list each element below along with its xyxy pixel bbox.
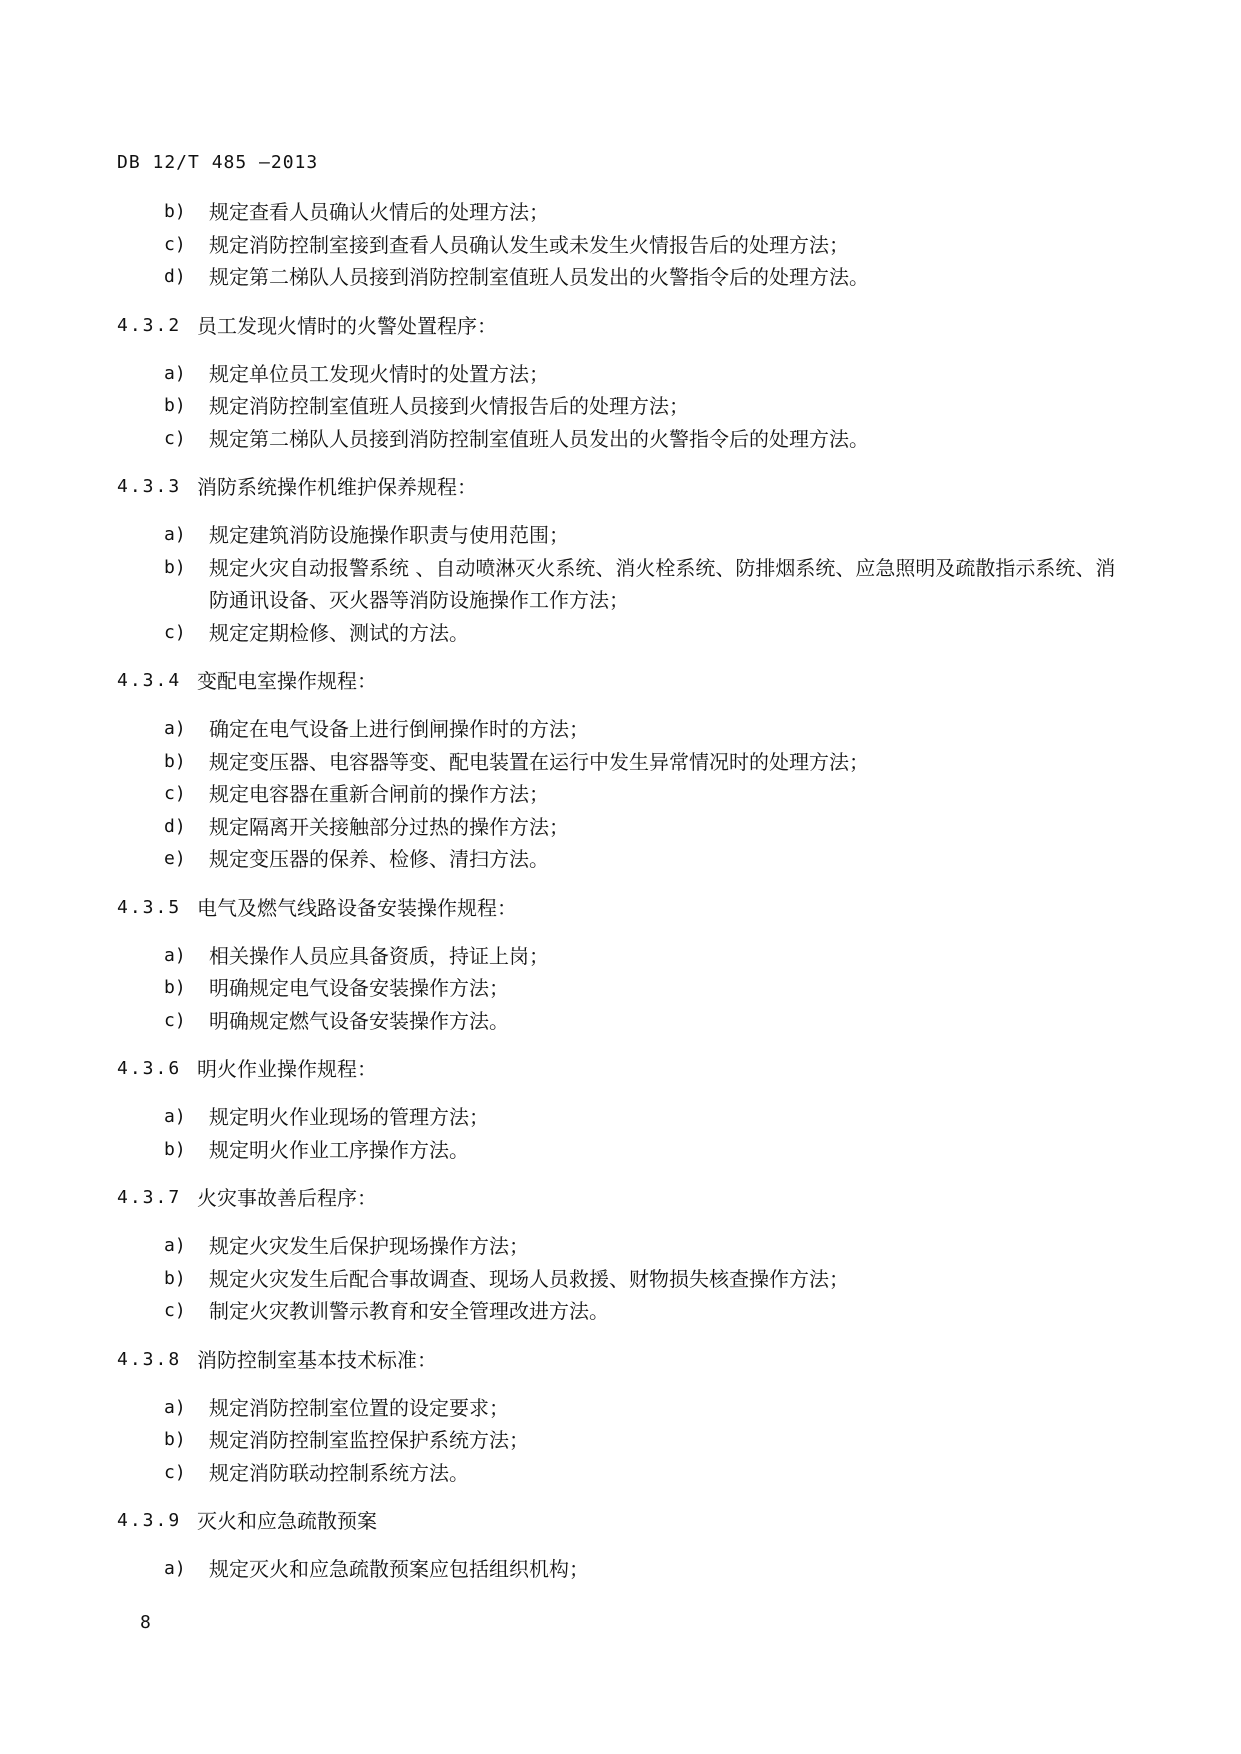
section-number: 4.3.4 <box>117 670 182 691</box>
list-item-text: 规定消防控制室值班人员接到火情报告后的处理方法； <box>209 394 689 418</box>
list-marker: a) <box>164 524 186 545</box>
list-marker: b) <box>164 395 186 416</box>
list-item <box>117 196 1127 229</box>
section-heading <box>117 310 1127 342</box>
section-title: 灭火和应急疏散预案 <box>197 1509 377 1533</box>
section-heading <box>117 1182 1127 1214</box>
section-title: 火灾事故善后程序： <box>197 1186 377 1210</box>
list-item-text: 规定变压器的保养、检修、清扫方法。 <box>209 847 549 871</box>
list-marker: c) <box>164 233 186 255</box>
section-number: 4.3.5 <box>117 896 182 918</box>
list-item-text: 规定明火作业工序操作方法。 <box>209 1137 469 1162</box>
list-marker: b) <box>164 1267 186 1289</box>
section-title: 电气及燃气线路设备安装操作规程： <box>197 895 517 920</box>
section-heading <box>117 1053 1127 1085</box>
list-marker: a) <box>164 1235 186 1256</box>
list-item-text: 相关操作人员应具备资质，持证上岗； <box>209 943 549 968</box>
section-title: 消防系统操作机维护保养规程： <box>197 475 477 499</box>
list-item <box>117 1295 1127 1328</box>
list-marker: b) <box>164 1138 186 1160</box>
section-heading <box>117 892 1127 924</box>
document-body <box>117 196 1127 1586</box>
page-number: 8 <box>140 1612 151 1633</box>
document-code: DB 12/T 485 —2013 <box>117 152 319 173</box>
list-item <box>117 229 1127 262</box>
list-marker: c) <box>164 1300 186 1321</box>
section-number: 4.3.3 <box>117 476 182 497</box>
list-item-text: 规定查看人员确认火情后的处理方法； <box>209 200 549 224</box>
list-item-text: 明确规定燃气设备安装操作方法。 <box>209 1008 509 1033</box>
list-item <box>117 778 1127 811</box>
list-item-text: 规定单位员工发现火情时的处置方法； <box>209 361 549 386</box>
list-marker: a) <box>164 718 186 739</box>
list-item-text: 规定火灾发生后配合事故调查、现场人员救援、财物损失核查操作方法； <box>209 1266 849 1291</box>
list-marker: d) <box>164 815 186 837</box>
list-marker: a) <box>164 1106 186 1127</box>
list-item <box>117 1005 1127 1038</box>
list-item <box>117 1263 1127 1296</box>
list-item-text: 确定在电气设备上进行倒闸操作时的方法； <box>209 717 589 741</box>
section-title: 消防控制室基本技术标准： <box>197 1347 437 1372</box>
section-heading <box>117 665 1127 697</box>
list-item <box>117 519 1127 552</box>
list-item <box>117 261 1127 294</box>
list-item-text: 规定建筑消防设施操作职责与使用范围； <box>209 523 569 547</box>
list-item <box>117 552 1127 617</box>
section-title: 员工发现火情时的火警处置程序： <box>197 313 497 338</box>
list-marker: a) <box>164 1558 186 1579</box>
list-marker: b) <box>164 750 186 772</box>
list-item <box>117 1101 1127 1134</box>
list-marker: c) <box>164 783 186 804</box>
list-item <box>117 1424 1127 1457</box>
list-marker: c) <box>164 1461 186 1483</box>
list-marker: c) <box>164 427 186 449</box>
list-item <box>117 972 1127 1005</box>
list-marker: b) <box>164 977 186 998</box>
list-marker: d) <box>164 266 186 287</box>
list-item-text: 规定第二梯队人员接到消防控制室值班人员发出的火警指令后的处理方法。 <box>209 426 869 451</box>
list-item <box>117 1457 1127 1490</box>
list-item-text: 规定消防控制室接到查看人员确认发生或未发生火情报告后的处理方法； <box>209 232 849 257</box>
list-item-text: 规定明火作业现场的管理方法； <box>209 1105 489 1129</box>
list-item-text: 规定定期检修、测试的方法。 <box>209 620 469 645</box>
list-item <box>117 713 1127 746</box>
section-heading <box>117 1344 1127 1376</box>
list-marker: e) <box>164 848 186 869</box>
section-title: 明火作业操作规程： <box>197 1057 377 1081</box>
section-number: 4.3.9 <box>117 1510 182 1531</box>
list-marker: c) <box>164 621 186 643</box>
section-number: 4.3.8 <box>117 1348 182 1370</box>
list-item-text: 规定火灾发生后保护现场操作方法； <box>209 1234 529 1258</box>
list-item-text: 规定第二梯队人员接到消防控制室值班人员发出的火警指令后的处理方法。 <box>209 265 869 289</box>
list-item <box>117 843 1127 876</box>
list-marker: a) <box>164 362 186 384</box>
list-item-text: 规定消防联动控制系统方法。 <box>209 1460 469 1485</box>
list-item-text: 明确规定电气设备安装操作方法； <box>209 976 509 1000</box>
list-item <box>117 940 1127 973</box>
list-item-text: 规定火灾自动报警系统 、自动喷淋灭火系统、消火栓系统、防排烟系统、应急照明及疏散指示系统、消防通讯设备、灭火器等消防设施操作工作方法； <box>209 555 1116 612</box>
list-item <box>117 1134 1127 1167</box>
list-item <box>117 746 1127 779</box>
section-heading <box>117 1505 1127 1537</box>
list-marker: a) <box>164 944 186 966</box>
list-marker: b) <box>164 556 186 578</box>
list-item-text: 规定灭火和应急疏散预案应包括组织机构； <box>209 1557 589 1581</box>
list-item-text: 规定电容器在重新合闸前的操作方法； <box>209 782 549 806</box>
list-item <box>117 617 1127 650</box>
list-item <box>117 423 1127 456</box>
list-item <box>117 811 1127 844</box>
list-item <box>117 358 1127 391</box>
list-item <box>117 1392 1127 1425</box>
section-title: 变配电室操作规程： <box>197 669 377 693</box>
list-item <box>117 390 1127 423</box>
list-marker: c) <box>164 1009 186 1031</box>
section-heading <box>117 471 1127 503</box>
list-item <box>117 1553 1127 1586</box>
section-number: 4.3.6 <box>117 1058 182 1079</box>
list-marker: b) <box>164 201 186 222</box>
list-item <box>117 1230 1127 1263</box>
list-item-text: 规定消防控制室监控保护系统方法； <box>209 1428 529 1452</box>
section-number: 4.3.7 <box>117 1187 182 1208</box>
list-marker: b) <box>164 1429 186 1450</box>
list-item-text: 规定消防控制室位置的设定要求； <box>209 1395 509 1420</box>
list-item-text: 规定变压器、电容器等变、配电装置在运行中发生异常情况时的处理方法； <box>209 749 869 774</box>
list-marker: a) <box>164 1396 186 1418</box>
section-number: 4.3.2 <box>117 314 182 336</box>
list-item-text: 规定隔离开关接触部分过热的操作方法； <box>209 814 569 839</box>
list-item-text: 制定火灾教训警示教育和安全管理改进方法。 <box>209 1299 609 1323</box>
